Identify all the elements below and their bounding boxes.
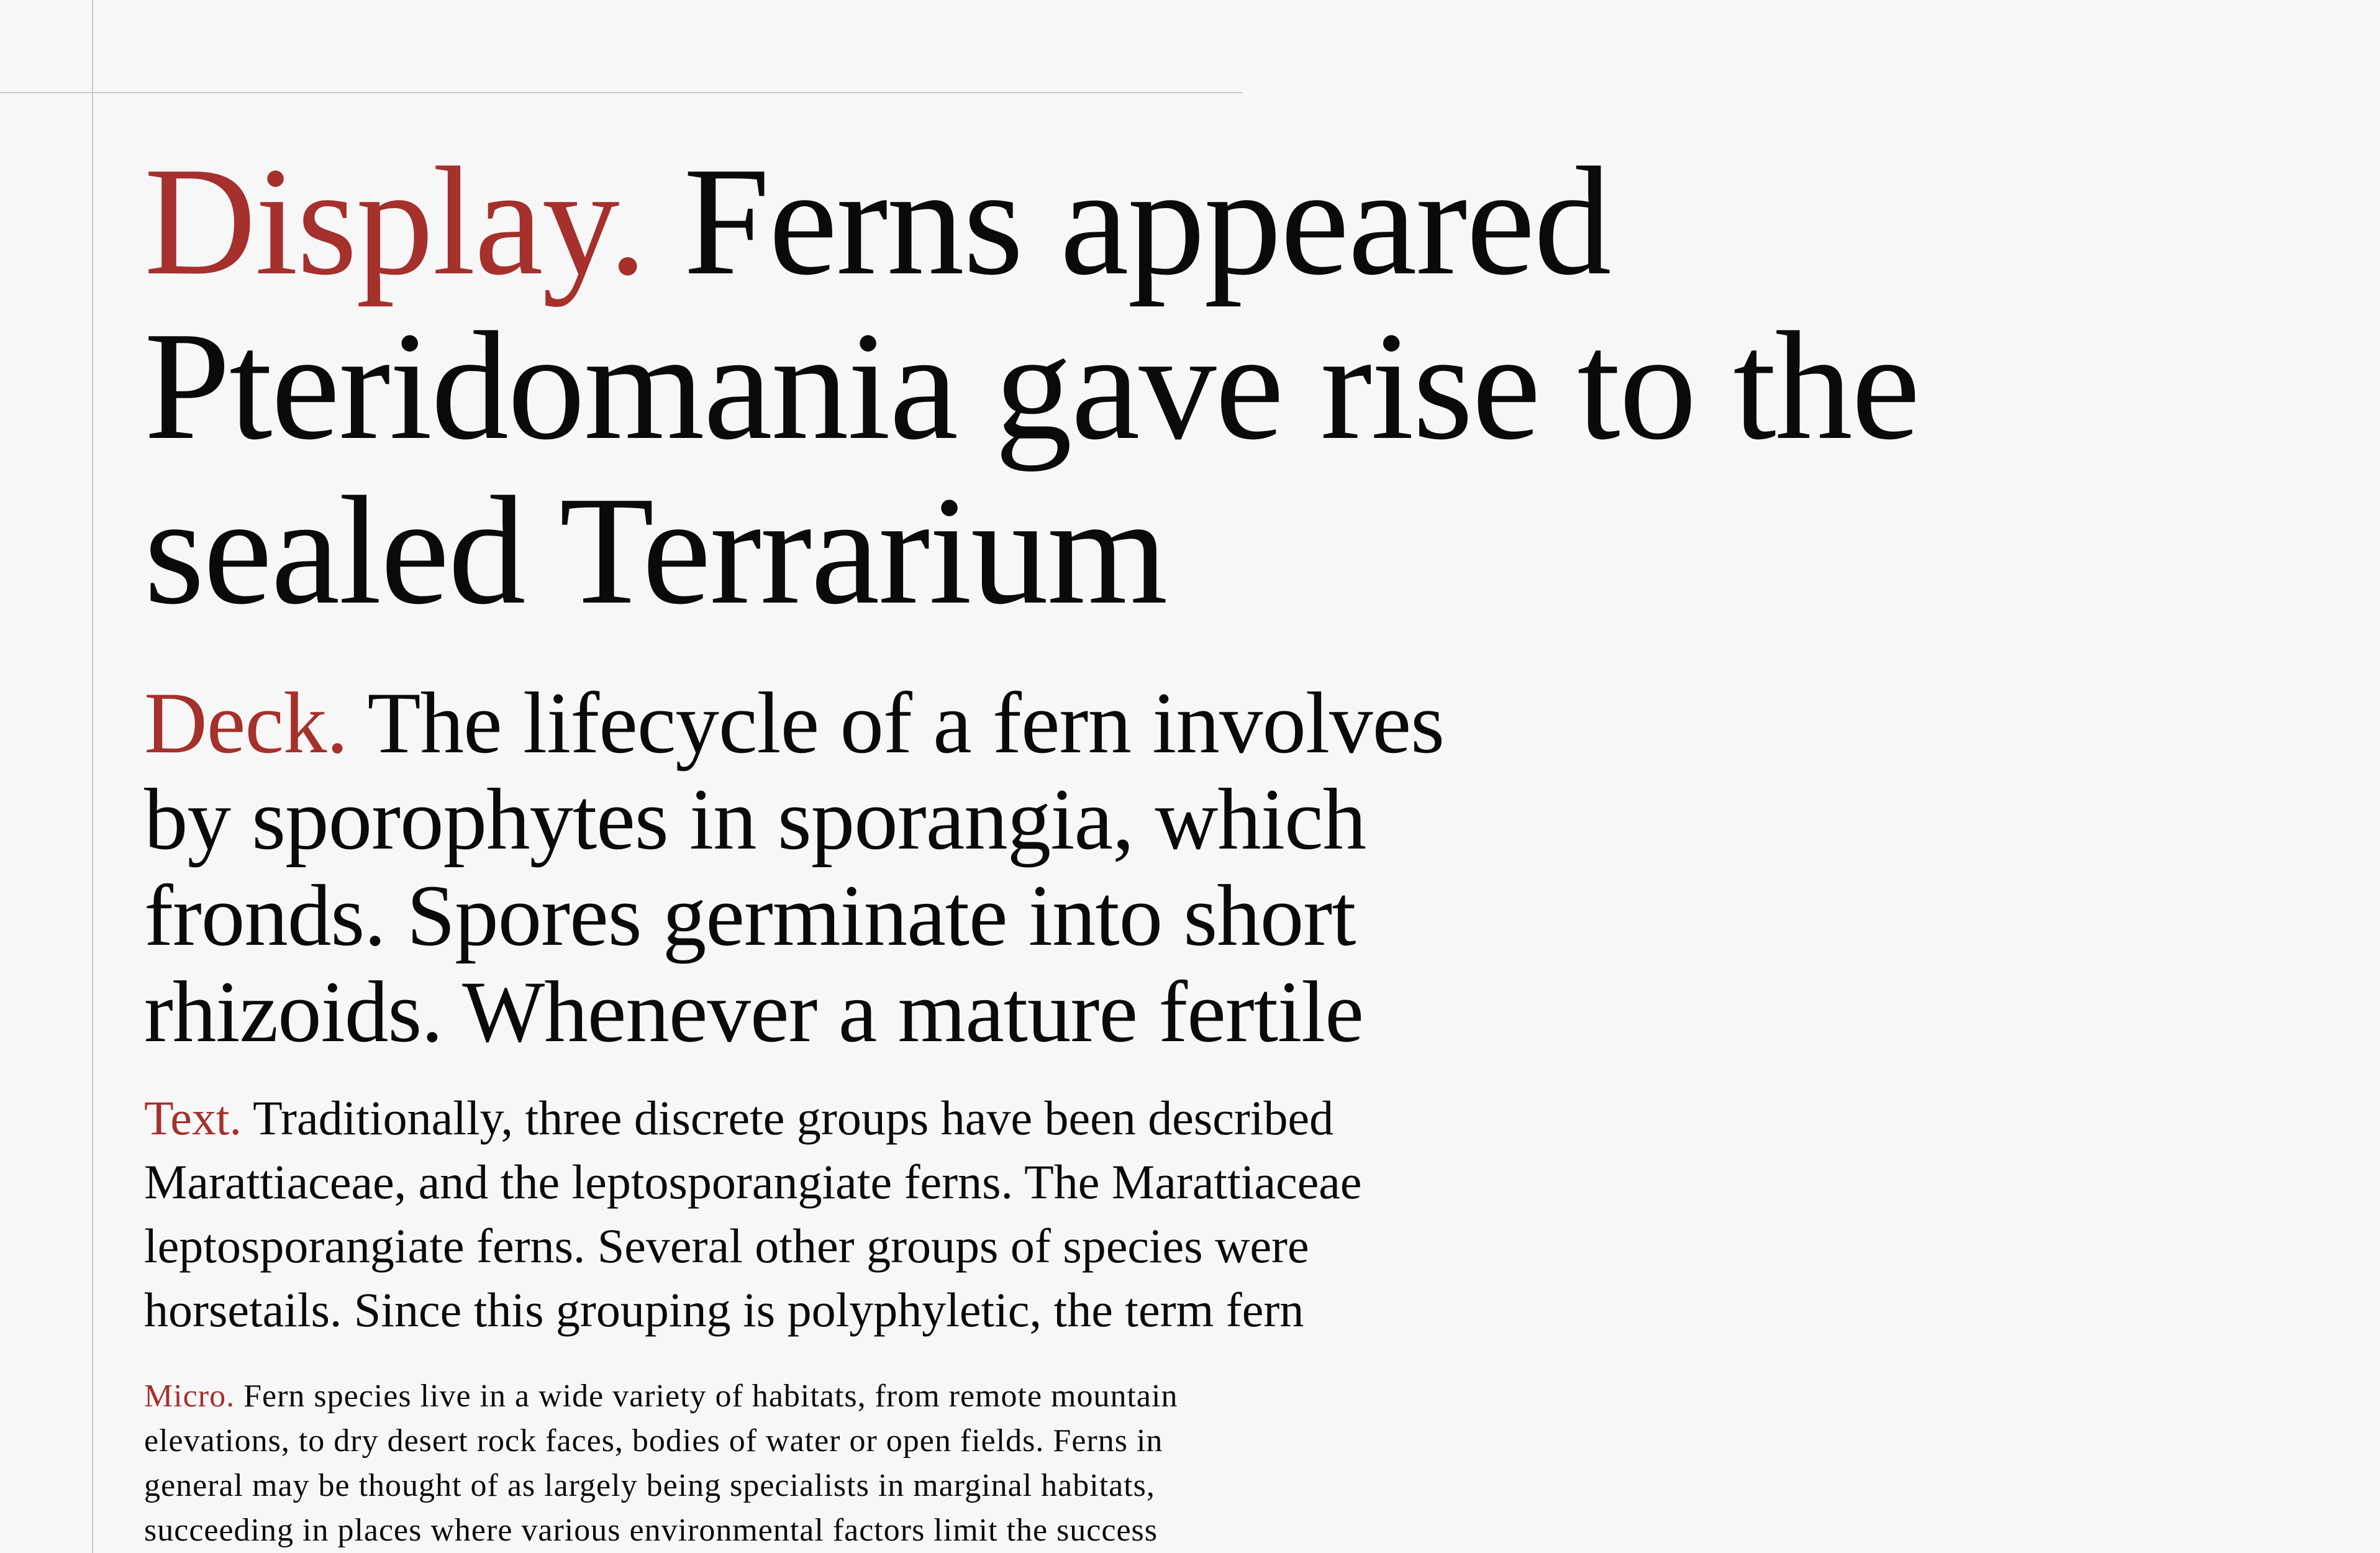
deck-label: Deck. <box>144 675 348 772</box>
deck-paragraph <box>144 675 2380 1060</box>
display-line-1 <box>144 135 2380 307</box>
text-line-4: horsetails. Since this grouping is polyphyletic, the term fern <box>144 1283 1304 1337</box>
text-line-2: Marattiaceae, and the leptosporangiate ferns. The Marattiaceae <box>144 1155 1362 1209</box>
display-paragraph <box>144 135 2380 637</box>
display-label: Display. <box>144 135 646 307</box>
micro-line-3: general may be thought of as largely being specialists in marginal habitats, <box>144 1468 1155 1503</box>
text-label: Text. <box>144 1091 242 1145</box>
deck-line-3: fronds. Spores germinate into short <box>144 867 1356 964</box>
type-specimen <box>144 0 1919 1553</box>
deck-text-1: The lifecycle of a fern involves <box>367 675 1445 772</box>
display-line-3: sealed Terrarium <box>144 465 1167 637</box>
micro-paragraph <box>144 1374 2380 1553</box>
text-text-1: Traditionally, three discrete groups have been described <box>253 1091 1334 1145</box>
text-line-1 <box>144 1086 2380 1150</box>
text-line-3: leptosporangiate ferns. Several other groups of species were <box>144 1219 1309 1273</box>
vertical-guide-line <box>92 0 93 1553</box>
micro-line-2: elevations, to dry desert rock faces, bodies of water or open fields. Ferns in <box>144 1423 1163 1459</box>
display-text-1: Ferns appeared <box>683 135 1610 307</box>
micro-line-1 <box>144 1374 2380 1419</box>
text-paragraph <box>144 1086 2380 1342</box>
display-line-2: Pteridomania gave rise to the <box>144 300 1919 472</box>
micro-label: Micro. <box>144 1378 235 1414</box>
micro-text-1: Fern species live in a wide variety of habitats, from remote mountain <box>243 1378 1178 1414</box>
deck-line-1 <box>144 675 2380 772</box>
micro-line-4: succeeding in places where various environmental factors limit the success <box>144 1513 1158 1548</box>
deck-line-4: rhizoids. Whenever a mature fertile <box>144 963 1363 1060</box>
deck-line-2: by sporophytes in sporangia, which <box>144 771 1366 868</box>
